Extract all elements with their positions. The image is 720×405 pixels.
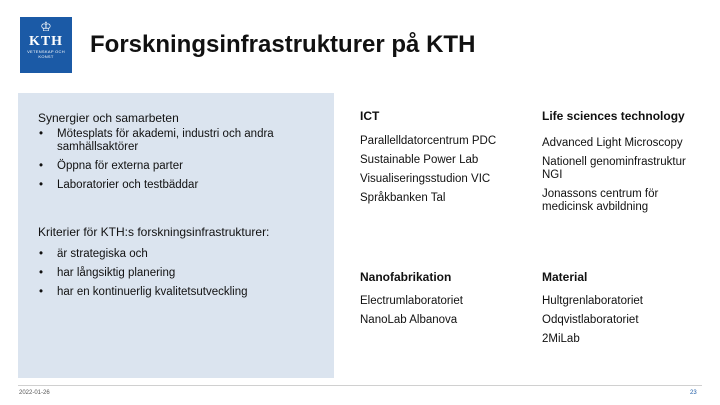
logo-subtext: VETENSKAP OCH KONST (27, 49, 65, 59)
life-sciences-list (542, 137, 702, 214)
list-item: NanoLab Albanova (360, 314, 458, 326)
material-list (542, 295, 702, 346)
list-item: • har en kontinuerlig kvalitetsutveckling (37, 286, 317, 299)
list-item: Jonassons centrum för medicinsk avbildning (542, 188, 659, 213)
list-item: Visualiseringsstudion VIC (360, 173, 491, 185)
page-title: Forskningsinfrastrukturer på KTH (90, 31, 476, 58)
list-item: Sustainable Power Lab (360, 154, 479, 166)
synergies-heading: Synergier och samarbeten (38, 111, 179, 125)
list-item: Språkbanken Tal (360, 192, 446, 204)
crown-icon: ♔ (40, 19, 52, 34)
page-number: 23 (690, 390, 697, 396)
ict-title: ICT (360, 109, 380, 123)
criteria-list (37, 248, 317, 299)
list-item: Advanced Light Microscopy (542, 137, 683, 149)
list-item: 2MiLab (542, 333, 580, 345)
footer-date: 2022-01-26 (19, 390, 50, 396)
list-item: • Öppna för externa parter (37, 160, 297, 173)
footer-divider (18, 385, 702, 386)
material-title: Material (542, 270, 588, 284)
list-item: Hultgrenlaboratoriet (542, 295, 644, 307)
logo-text: KTH (28, 34, 64, 49)
list-item: • är strategiska och (37, 248, 317, 261)
list-item: Nationell genominfrastruktur NGI (542, 156, 686, 181)
nano-list (360, 295, 520, 327)
list-item: • Laboratorier och testbäddar (37, 179, 297, 192)
list-item: Parallelldatorcentrum PDC (360, 135, 497, 147)
ict-list (360, 135, 520, 205)
list-item: • Mötesplats för akademi, industri och andra samhällsaktörer (37, 128, 297, 154)
left-panel (18, 93, 334, 378)
nano-title: Nanofabrikation (360, 270, 452, 284)
synergies-list (37, 128, 297, 192)
list-item: Odqvistlaboratoriet (542, 314, 639, 326)
list-item: • har långsiktig planering (37, 267, 317, 280)
life-sciences-title: Life sciences technology (542, 109, 685, 123)
criteria-heading: Kriterier för KTH:s forskningsinfrastrukturer: (38, 225, 270, 239)
list-item: Electrumlaboratoriet (360, 295, 463, 307)
kth-logo (20, 17, 72, 73)
